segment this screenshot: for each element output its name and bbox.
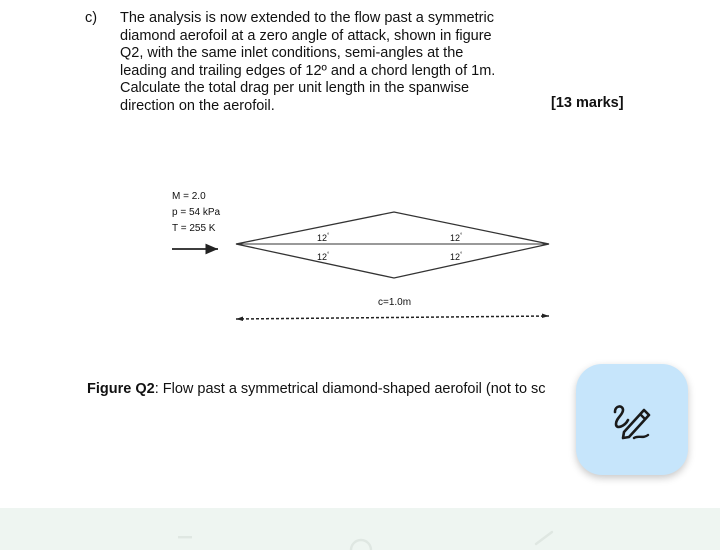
angle-label-lower-left: 12° <box>317 252 330 262</box>
figure-caption-prefix: Figure Q2 <box>87 381 155 397</box>
home-icon[interactable] <box>347 528 375 550</box>
question-line: diamond aerofoil at a zero angle of attack, shown in figure <box>120 27 492 44</box>
question-line: direction on the aerofoil. <box>120 97 275 114</box>
figure-caption-text: : Flow past a symmetrical diamond-shaped aerofoil (not to sc <box>154 381 546 397</box>
marks-label: [13 marks] <box>551 95 624 111</box>
question-label: c) <box>85 10 98 26</box>
diamond-aerofoil <box>236 212 549 278</box>
question-line: leading and trailing edges of 12º and a chord length of 1m. <box>120 62 496 79</box>
angle-label-upper-right: 12° <box>450 233 463 243</box>
chord-length-label: c=1.0m <box>378 297 412 308</box>
chord-length-dimension <box>236 316 549 319</box>
angle-label-lower-right: 12° <box>450 252 463 262</box>
navigation-bar <box>0 508 720 550</box>
question-line: Calculate the total drag per unit length in the spanwise <box>120 80 470 96</box>
mach-number: M = 2.0 <box>172 191 206 202</box>
handwriting-pen-icon <box>610 398 654 442</box>
back-icon[interactable] <box>532 528 556 550</box>
figure-caption <box>87 381 546 397</box>
question-line: The analysis is now extended to the flow past a symmetric <box>120 10 494 26</box>
temperature: T = 255 K <box>172 223 216 234</box>
dimension-arrowhead-left <box>236 317 243 322</box>
angle-label-upper-left: 12° <box>317 233 330 243</box>
question-line: Q2, with the same inlet conditions, semi-angles at the <box>120 45 464 61</box>
recent-apps-icon[interactable] <box>176 528 194 550</box>
pressure: p = 54 kPa <box>172 207 221 218</box>
dimension-arrowhead-right <box>542 314 549 319</box>
handwriting-fab[interactable] <box>576 364 688 475</box>
